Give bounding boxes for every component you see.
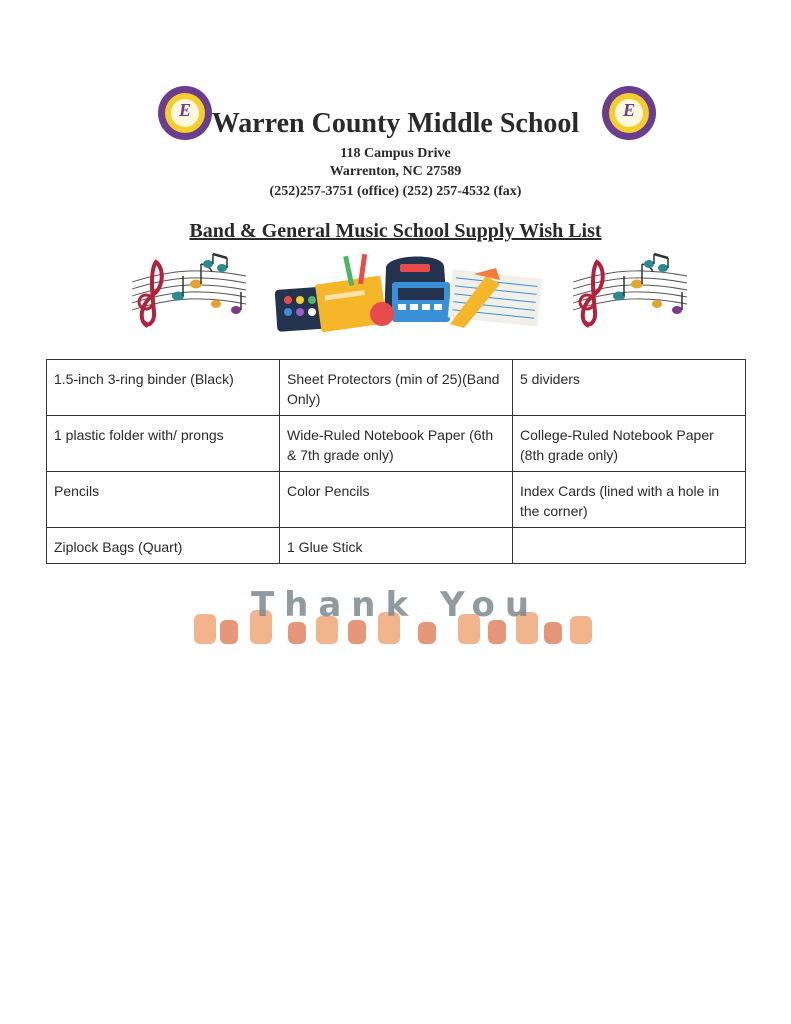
thank-you-text: Thank You [250,586,540,625]
table-cell: 1.5-inch 3-ring binder (Black) [47,360,280,416]
school-supplies-icon [274,250,552,334]
table-cell: Ziplock Bags (Quart) [47,528,280,564]
table-cell: Index Cards (lined with a hole in the corner) [513,472,746,528]
table-cell: Color Pencils [280,472,513,528]
supply-table [46,359,746,564]
table-row [47,360,746,416]
table-row [47,528,746,564]
page-title: Band & General Music School Supply Wish List [189,220,602,242]
table-row [47,472,746,528]
table-cell: College-Ruled Notebook Paper (8th grade only) [513,416,746,472]
address-street: 118 Campus Drive [340,146,451,161]
school-name: Warren County Middle School [211,108,580,139]
table-cell: Pencils [47,472,280,528]
table-cell [513,528,746,564]
table-cell: Wide-Ruled Notebook Paper (6th & 7th grade only) [280,416,513,472]
table-cell: 1 Glue Stick [280,528,513,564]
music-notes-icon [565,252,691,332]
table-cell: 1 plastic folder with/ prongs [47,416,280,472]
seal-monogram: E [622,100,635,120]
seal-monogram: E [178,100,191,120]
music-notes-icon [124,252,250,332]
thank-you-graphic [172,586,618,646]
table-row [47,416,746,472]
table-cell: Sheet Protectors (min of 25)(Band Only) [280,360,513,416]
address-city: Warrenton, NC 27589 [329,164,462,179]
table-cell: 5 dividers [513,360,746,416]
phone-fax: (252)257-3751 (office) (252) 257-4532 (fax) [269,184,522,199]
